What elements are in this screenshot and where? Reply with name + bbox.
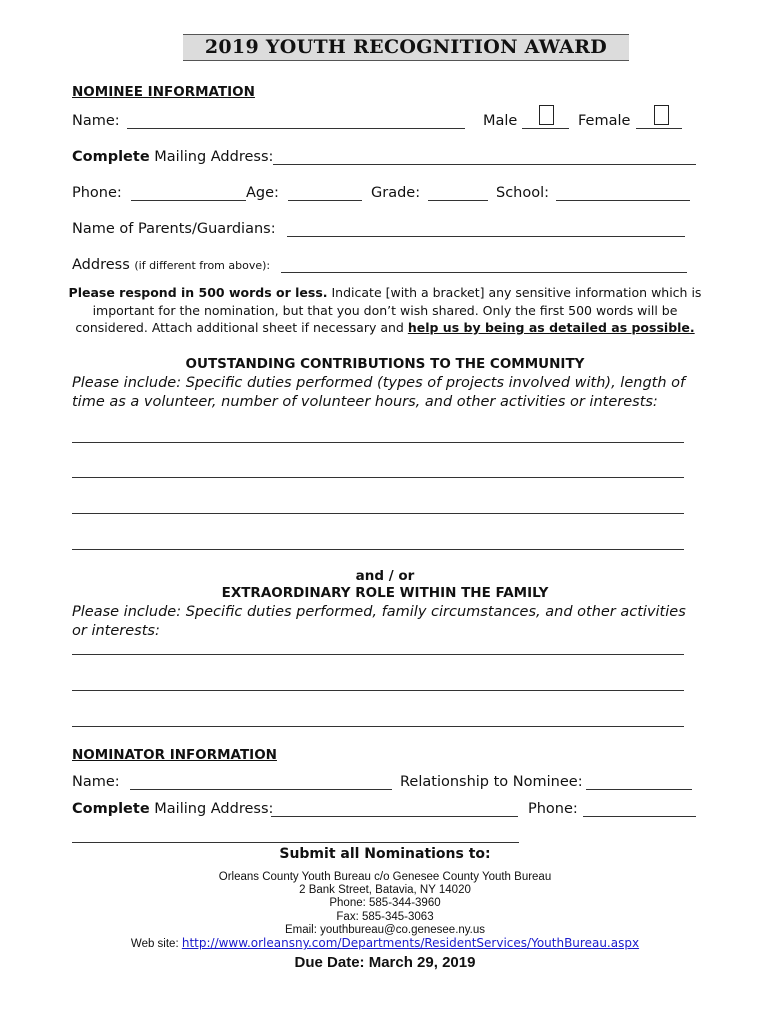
nominee-age-field[interactable] xyxy=(288,200,362,201)
nominator-name-field[interactable] xyxy=(130,789,392,790)
page-title: 2019 YOUTH RECOGNITION AWARD xyxy=(183,34,629,61)
nominee-mailing-field[interactable] xyxy=(273,164,696,165)
website-link[interactable]: http://www.orleansny.com/Departments/ResidentServices/YouthBureau.aspx xyxy=(181,936,640,951)
family-answer-line[interactable] xyxy=(72,726,684,727)
community-heading: OUTSTANDING CONTRIBUTIONS TO THE COMMUNITY xyxy=(185,356,585,372)
nominator-phone-label: Phone: xyxy=(528,801,578,817)
nominator-section-heading: NOMINATOR INFORMATION xyxy=(72,747,277,763)
nominator-phone-field[interactable] xyxy=(583,816,696,817)
community-answer-line[interactable] xyxy=(72,513,684,514)
male-checkbox[interactable] xyxy=(539,105,554,125)
male-label: Male xyxy=(483,113,518,129)
nominee-school-field[interactable] xyxy=(556,200,690,201)
community-answer-line[interactable] xyxy=(72,477,684,478)
nominator-name-label: Name: xyxy=(72,774,120,790)
nominee-name-field[interactable] xyxy=(127,128,465,129)
relationship-field[interactable] xyxy=(586,789,692,790)
male-field-line xyxy=(522,128,569,129)
alt-address-label: Address (if different from above): xyxy=(72,257,271,273)
family-heading: EXTRAORDINARY ROLE WITHIN THE FAMILY xyxy=(221,585,549,601)
community-answer-line[interactable] xyxy=(72,549,684,550)
family-instructions: Please include: Specific duties performed, family circumstances, and other activities or interests: xyxy=(72,604,686,639)
nominator-mailing-field[interactable] xyxy=(271,816,518,817)
nominee-name-label: Name: xyxy=(72,113,120,129)
submit-heading: Submit all Nominations to: xyxy=(279,846,491,862)
nominee-grade-label: Grade: xyxy=(371,185,421,201)
nominee-phone-field[interactable] xyxy=(131,200,246,201)
nominee-phone-label: Phone: xyxy=(72,185,122,201)
and-or-text: and / or xyxy=(355,568,415,584)
female-label: Female xyxy=(578,113,631,129)
community-instructions: Please include: Specific duties performed (types of projects involved with), length of time as a volunteer, number of volunteer hours, and other activities or interests: xyxy=(72,375,686,410)
nominee-section-heading: NOMINEE INFORMATION xyxy=(72,84,255,100)
family-answer-line[interactable] xyxy=(72,690,684,691)
nominee-age-label: Age: xyxy=(246,185,279,201)
female-checkbox[interactable] xyxy=(654,105,669,125)
relationship-label: Relationship to Nominee: xyxy=(400,774,583,790)
submit-address: Orleans County Youth Bureau c/o Genesee County Youth Bureau 2 Bank Street, Batavia, NY 14020 Phone: 585-344-3960 Fax: 585-345-3063 Email: youthbureau@co.genesee.ny.us Web site: http://www.orleansny.com/Departments/ResidentServices/YouthBureau.aspx xyxy=(130,871,640,951)
instructions-text: Please respond in 500 words or less. Indicate [with a bracket] any sensitive information which is important for the nomination, but that you don’t wish shared. Only the first 500 words will be considered. Attach additional sheet if necessary and help us by being as detailed as possible. xyxy=(68,285,702,335)
parents-label: Name of Parents/Guardians: xyxy=(72,221,276,237)
female-field-line xyxy=(636,128,682,129)
parents-field[interactable] xyxy=(287,236,685,237)
family-answer-line[interactable] xyxy=(72,654,684,655)
community-answer-line[interactable] xyxy=(72,442,684,443)
nominee-school-label: School: xyxy=(496,185,550,201)
nominator-mailing-label: Complete Mailing Address: xyxy=(72,801,274,817)
nominee-mailing-label: Complete Mailing Address: xyxy=(72,149,274,165)
nominator-mailing-field-2[interactable] xyxy=(72,842,519,843)
alt-address-field[interactable] xyxy=(281,272,687,273)
due-date: Due Date: March 29, 2019 xyxy=(294,954,476,971)
nominee-grade-field[interactable] xyxy=(428,200,488,201)
